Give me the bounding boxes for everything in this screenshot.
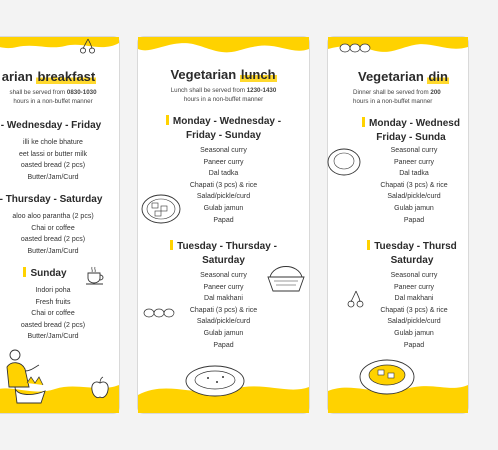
tea-cup-icon bbox=[85, 265, 107, 285]
day-label: Sunday bbox=[30, 268, 67, 279]
menu-item: Paneer curry bbox=[393, 283, 435, 291]
menu-item: Papad bbox=[403, 216, 425, 224]
menu-item: Salad/pickle/curd bbox=[387, 318, 441, 326]
day-label-line2: Friday - Sunday bbox=[185, 130, 261, 141]
menu-item: Gulab jamun bbox=[394, 204, 434, 212]
menu-item: Papad bbox=[403, 341, 425, 349]
menu-item: aloo aloo parantha (2 pcs) bbox=[12, 213, 94, 220]
menu-item: Salad/pickle/curd bbox=[387, 193, 441, 201]
menu-item: Butter/Jam/Curd bbox=[27, 247, 79, 255]
menu-item: Chai or coffee bbox=[31, 310, 75, 318]
menu-item: Butter/Jam/Curd bbox=[27, 173, 79, 181]
menu-item: Dal makhani bbox=[394, 295, 434, 303]
lunch-subtitle bbox=[138, 86, 309, 104]
subtitle-line2: hours in a non-buffet manner bbox=[353, 98, 433, 105]
menu-item: Seasonal curry bbox=[390, 272, 438, 279]
title-text: Vegetarian bbox=[358, 69, 424, 84]
dinner-day1-items bbox=[344, 145, 484, 226]
breakfast-day2-heading: - Thursday - Saturday bbox=[0, 194, 103, 205]
subtitle-text: Lunch shall be served from bbox=[170, 87, 245, 94]
menu-item: Dal tadka bbox=[208, 170, 239, 178]
day-label: Monday - Wednesday - bbox=[172, 116, 282, 127]
menu-item: Chapati (3 pcs) & rice bbox=[380, 306, 448, 314]
menu-item: Chapati (3 pcs) & rice bbox=[189, 306, 258, 314]
dinner-day1-heading bbox=[341, 117, 481, 145]
paneer-dish-illustration bbox=[140, 189, 182, 229]
person-with-food-illustration bbox=[1, 347, 49, 405]
menu-item: Fresh fruits bbox=[35, 298, 71, 306]
apple-icon bbox=[89, 377, 111, 401]
menu-item: Paneer curry bbox=[393, 158, 435, 166]
lunch-day1-heading bbox=[138, 115, 309, 143]
accent-bar bbox=[362, 117, 365, 127]
breakfast-menu-card bbox=[0, 36, 120, 414]
accent-bar bbox=[166, 115, 169, 125]
title-highlight: breakfast bbox=[37, 69, 96, 84]
menu-item: Dal tadka bbox=[399, 170, 429, 178]
breakfast-day1-heading: - Wednesday - Friday bbox=[0, 120, 102, 131]
menu-item: Chapati (3 pcs) & rice bbox=[189, 181, 258, 189]
menu-item: Gulab jamun bbox=[203, 204, 244, 212]
menu-item: Seasonal curry bbox=[200, 147, 247, 154]
accent-bar bbox=[170, 240, 173, 250]
menu-item: Paneer curry bbox=[203, 283, 244, 291]
cherries-icon bbox=[79, 37, 97, 55]
title-highlight: lunch bbox=[240, 67, 276, 82]
menu-item: Seasonal curry bbox=[200, 272, 247, 279]
title-text: arian bbox=[1, 69, 33, 84]
menu-item: oasted bread (2 pcs) bbox=[20, 321, 86, 329]
subtitle-text: Dinner shall be served from bbox=[353, 89, 429, 96]
lunch-title bbox=[138, 67, 309, 82]
menu-item: illi ke chole bhature bbox=[23, 139, 83, 146]
dinner-title bbox=[358, 69, 498, 84]
day-label: Tuesday - Thursd bbox=[374, 241, 457, 252]
menu-item: oasted bread (2 pcs) bbox=[20, 162, 86, 170]
breakfast-title bbox=[0, 69, 113, 84]
accent-bar bbox=[367, 240, 370, 250]
cherries-icon bbox=[346, 289, 366, 309]
day-label-line2: Saturday bbox=[202, 255, 245, 266]
menu-item: eet lassi or butter milk bbox=[18, 150, 88, 158]
breakfast-day1-items bbox=[0, 137, 117, 183]
dinner-day2-heading bbox=[342, 240, 482, 268]
menu-item: Dal makhani bbox=[204, 295, 243, 303]
day-label-line2: Friday - Sunda bbox=[376, 132, 446, 143]
menu-item: oasted bread (2 pcs) bbox=[20, 236, 86, 244]
menu-item: Salad/pickle/curd bbox=[196, 318, 251, 326]
lunch-menu-card bbox=[137, 36, 310, 414]
subtitle-text: shall be served from bbox=[9, 89, 66, 96]
title-highlight: din bbox=[428, 69, 448, 84]
menu-item: Seasonal curry bbox=[390, 147, 438, 154]
menu-item: Butter/Jam/Curd bbox=[27, 333, 79, 341]
menu-item: Chapati (3 pcs) & rice bbox=[380, 181, 448, 189]
serving-time: 1230-1430 bbox=[246, 87, 277, 94]
menu-item: Papad bbox=[213, 341, 234, 349]
dinner-menu-card bbox=[327, 36, 469, 414]
menu-item: Papad bbox=[213, 216, 234, 224]
serving-time: 0830-1030 bbox=[66, 89, 97, 96]
accent-bar bbox=[23, 267, 26, 277]
chapati-plate-illustration bbox=[184, 363, 246, 399]
breakfast-day2-items bbox=[0, 211, 117, 257]
sweets-plate-icon bbox=[338, 41, 372, 55]
day-label: Monday - Wednesd bbox=[369, 118, 460, 129]
day-label: Tuesday - Thursday - bbox=[177, 241, 277, 252]
menu-item: Gulab jamun bbox=[203, 329, 244, 337]
title-text: Vegetarian bbox=[170, 67, 237, 82]
menu-item: Indori poha bbox=[35, 287, 71, 294]
dinner-subtitle bbox=[353, 88, 493, 106]
sweets-illustration bbox=[142, 305, 176, 321]
day-label-line2: Saturday bbox=[390, 255, 434, 266]
menu-item: Salad/pickle/curd bbox=[196, 193, 251, 201]
menu-item: Chai or coffee bbox=[31, 224, 75, 232]
subtitle-line2: hours in a non-buffet manner bbox=[13, 98, 93, 105]
serving-time: 200 bbox=[430, 89, 441, 96]
breakfast-day3-items bbox=[0, 285, 117, 343]
curry-bowl-illustration bbox=[358, 355, 416, 397]
subtitle-line2: hours in a non-buffet manner bbox=[183, 96, 264, 103]
dinner-day2-items bbox=[344, 270, 484, 351]
menu-item: Gulab jamun bbox=[394, 329, 434, 337]
menu-item: Paneer curry bbox=[203, 158, 244, 166]
breakfast-subtitle bbox=[0, 88, 117, 106]
